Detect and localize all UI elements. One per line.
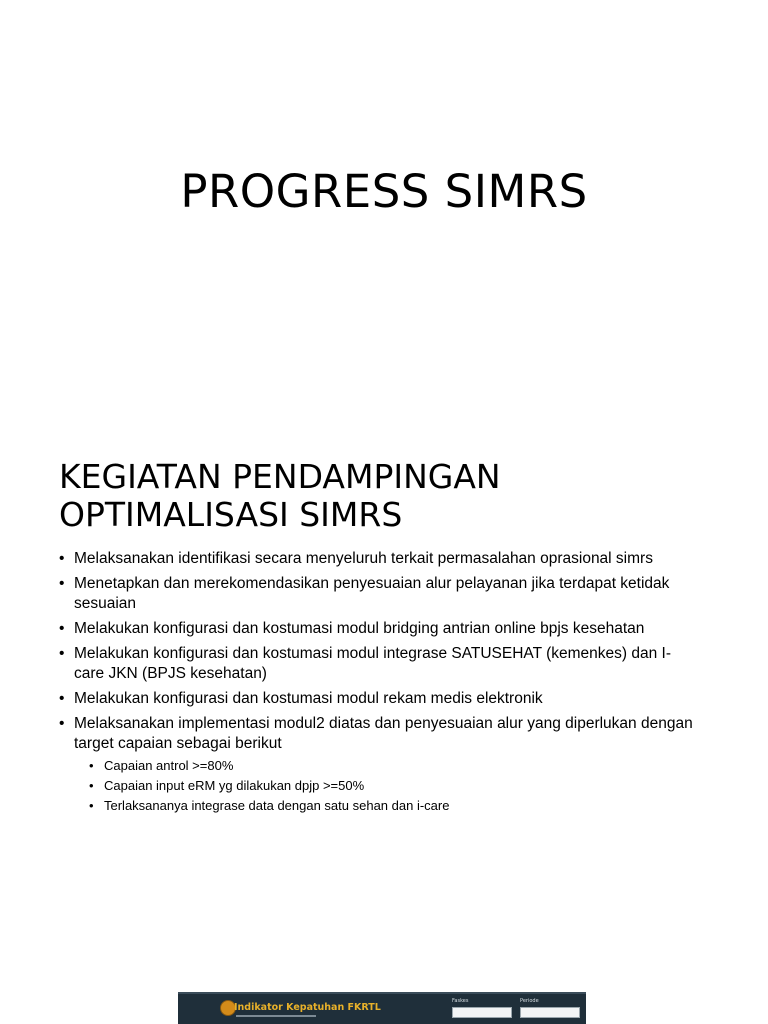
bullet-item: • Menetapkan dan merekomendasikan penyesuaian alur pelayanan jika terdapat ketidak sesuaian [59,574,699,614]
dashboard-screenshot-strip [178,992,586,1024]
faskes-filter-label: Faskes [452,998,469,1004]
periode-filter-label: Periode [520,998,539,1004]
sub-bullet-item: • Capaian antrol >=80% [89,756,699,776]
periode-select[interactable] [520,1007,580,1018]
slide-progress-simrs [0,0,768,432]
bullet-item: • Melakukan konfigurasi dan kostumasi modul bridging antrian online bpjs kesehatan [59,619,699,639]
slide-title: PROGRESS SIMRS [180,165,588,218]
heading-line-1: KEGIATAN PENDAMPINGAN [59,457,501,496]
bullet-item: • Melakukan konfigurasi dan kostumasi modul rekam medis elektronik [59,689,699,709]
bullet-item-with-subs [59,714,699,816]
sub-bullet-list [74,756,699,816]
bullet-list [59,549,699,821]
dashboard-title: Indikator Kepatuhan FKRTL [234,1002,381,1013]
sub-bullet-item: • Terlaksananya integrase data dengan satu sehan dan i-care [89,796,699,816]
sub-bullet-item: • Capaian input eRM yg dilakukan dpjp >=50% [89,776,699,796]
slide-kegiatan-pendampingan [0,432,768,992]
section-heading [59,458,719,534]
bullet-item: • Melaksanakan identifikasi secara menyeluruh terkait permasalahan oprasional simrs [59,549,699,569]
faskes-select[interactable] [452,1007,512,1018]
dashboard-subtitle-bar [236,1015,316,1017]
faskes-filter[interactable] [452,998,512,1022]
periode-filter[interactable] [520,998,580,1022]
bullet-item: • Melakukan konfigurasi dan kostumasi modul integrase SATUSEHAT (kemenkes) dan I-care JKN (BPJS kesehatan) [59,644,699,684]
bullet-item-text: Melaksanakan implementasi modul2 diatas dan penyesuaian alur yang diperlukan dengan target capaian sebagai berikut [74,715,693,752]
heading-line-2: OPTIMALISASI SIMRS [59,495,403,534]
